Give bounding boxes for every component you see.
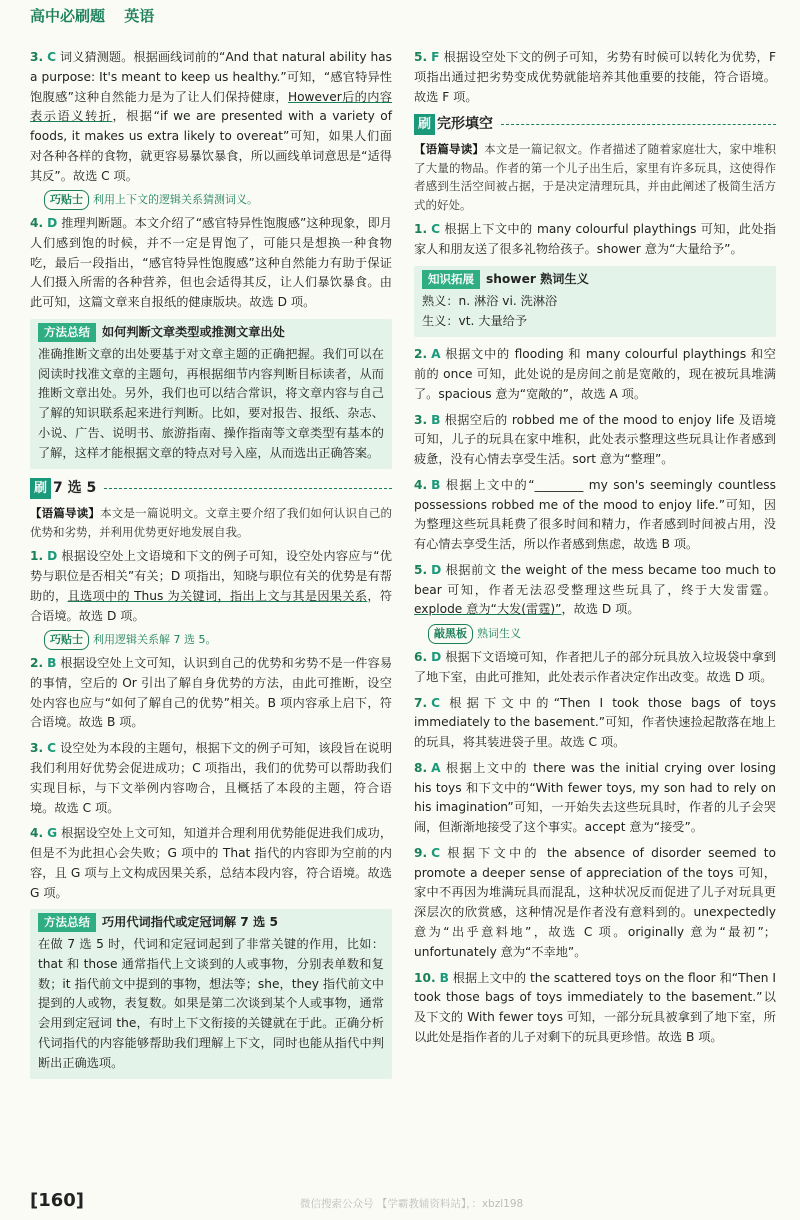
cloze-item-10 [414,969,776,1048]
item-number: 1. [30,549,44,564]
answer-letter: A [431,760,441,775]
guide-text: 本文是一篇记叙文。作者描述了随着家庭壮大，家中堆积了大量的物品。作者的第一个儿子出生后，家里有许多玩具，这使得作者感到生活空间被占据，于是决定清理玩具，并由此阐述了极简生活方式的好处。 [414,141,777,212]
explanation-text: 词义猜测题。根据画线词前的“And that natural ability has a purpose: It's meant to keep us healthy.”可知，“感官特异性饱腹感”这种自然能力是为了让人们保持健康， [30,50,392,104]
explanation-text: 根据空后的 robbed me of the mood to enjoy life 及语境可知，儿子的玩具在家中堆积，此处表示整理这些玩具让作者感到疲惫，没有心情去享受生活。sort 意为“整理”。 [414,412,776,467]
question-item-2 [30,654,392,733]
section-name: 7 选 5 [53,480,97,497]
passage-guide [414,140,776,215]
answer-letter: D [431,650,442,665]
answer-letter: B [439,970,449,985]
section-heading-7-choose-5 [30,477,392,500]
guide-label: 【语篇导读】 [30,506,101,521]
explanation-text: 根据设空处上文可知，认识到自己的优势和劣势不是一件容易的事情，空后的 Or 引出了解自身优势的方法，由此可推断，设空处内容也应与“如何了解自己的优势”相关。B 项内容承上启下，符合语境。故选 B 项。 [30,656,393,730]
box-tag: 方法总结 [38,913,96,932]
tip-text: 利用逻辑关系解 7 选 5。 [93,633,217,647]
answer-letter: C [431,222,441,237]
item-number: 1. [414,222,428,237]
tip-text: 利用上下文的逻辑关系猜测词义。 [93,193,258,207]
box-heading: 如何判断文章类型或推测文章出处 [102,325,285,339]
underlined-text: However后的内容表示语义转折 [30,89,392,124]
watermark-text: 微信搜索公众号 【学霸教辅资料站】，：xbzl198 [300,1198,524,1210]
left-column [30,48,392,1087]
explanation-text: ，符合语境。故选 D 项。 [30,588,393,623]
answer-letter: C [431,845,441,860]
explanation-text: 根据上文中的“________ my son's seemingly countless possessions robbed me of the mood to enjoy life.”可知，因为整理这些玩具耗费了很多时间和精力，作者感到时间被占用，没有心情去享受生活，所以作者感到焦虑，故选 B 项。 [414,477,777,552]
explanation-text: 根据下文中的“Then I took those bags of toys immediately to the basement.”可知，作者快速捡起散落在地上的玩具，将其装进袋子里。故选 C 项。 [414,695,777,750]
tip-note [428,624,776,644]
item-number: 4. [414,477,428,492]
cloze-item-6 [414,648,776,688]
explanation-text: 设空处为本段的主题句，根据下文的例子可知，该段旨在说明我们利用好优势会促进成功；C 项指出，我们的优势可以帮助我们实现目标，与下文举例内容吻合，且概括了本段的主题，符合语境。故选 C 项。 [30,741,393,815]
item-number: 4. [30,826,44,841]
section-name: 完形填空 [437,116,494,133]
item-number: 9. [414,845,428,860]
method-summary-box [30,319,392,469]
item-number: 5. [414,562,428,577]
explanation-text: 根据设空处上文可知，知道并合理利用优势能促进我们成功，但是不为此担心会失败；G 项中的 That 指代的内容即为空前的内容，且 G 项与上文构成因果关系，总结本段内容，符合语境。故选 G 项。 [30,826,393,900]
question-item-1 [30,547,392,626]
item-number: 8. [414,760,428,775]
explanation-text: 推理判断题。本文介绍了“感官特异性饱腹感”这种现象，即月人们感到饱的时候，并不一定是胃饱了，可能只是想换一种食物吃，最后一段指出，“感官特异性饱腹感”这种自然能力有助于保证人们摄入所需的各种营养，但也会适得其反，让人们暴饮暴食。由此可知，这篇文章来自报纸的健康版块。故选 D 项。 [30,216,393,310]
answer-letter: C [431,695,441,710]
item-number: 5. [414,50,428,64]
cloze-item-5 [414,561,776,620]
box-heading: 巧用代词指代或定冠词解 7 选 5 [102,915,278,930]
item-number: 3. [30,50,44,64]
box-text: 准确推断文章的出处要基于对文章主题的正确把握。我们可以在阅读时找准文章的主题句，再根据细节内容判断目标读者，从而推断文章出处。另外，我们也可以结合常识，将文章内容与自己了解的知识联系起来进行判断。比如，要对报告、报纸、杂志、小说、广告、说明书、旅游指南、操作指南等文章类型有基本的了解，这样才能根据文章的特点对号入座，从而选出正确答案。 [38,346,384,460]
explanation-text: 根据下文中的 the absence of disorder seemed to promote a deeper sense of appreciation of the toys 可知，家中不再因为堆满玩具而混乱，这种状况反而促进了儿子对玩具更深层次的欣赏感，这种情况是作者没有意料到的。unexpectedly 意为“出乎意料地”，故选 C 项。originally 意为“最初”；unfortunately 意为“不幸地”。 [414,845,776,959]
tip-note [44,190,392,210]
question-item-4 [30,824,392,903]
explanation-text: ，根据“if we are presented with a variety of foods, it makes us extra likely to overeat”可知，如果人们面对各种各样的食物，就更容易暴饮暴食，所以画线单词意思是“适得其反”。故选 C 项。 [30,109,392,183]
item-number: 2. [30,656,44,671]
underlined-text: 且选项中的 Thus 为关键词，指出上文与其是因果关系 [67,588,368,603]
section-flag: 刷 [414,114,435,135]
cloze-item-4 [414,476,776,555]
box-line: 熟义：n. 淋浴 vi. 洗淋浴 [422,293,558,308]
answer-letter: B [47,656,57,671]
tip-badge: 敲黑板 [428,624,473,644]
method-summary-box [30,909,392,1079]
explanation-text: ，故选 D 项。 [561,602,640,617]
explanation-text: 根据下文语境可知，作者把儿子的部分玩具放入垃圾袋中拿到了地下室，由此可推知，此处表示作者决定作出改变。故选 D 项。 [414,650,777,684]
cloze-item-8 [414,759,776,838]
item-number: 2. [414,347,428,362]
answer-letter: A [431,347,441,362]
answer-letter: F [431,50,440,64]
explanation-text: 根据上文中的 there was the initial crying over losing his toys 和下文中的“With fewer toys, my son had to rely on his imagination”可知，一开始失去这些玩具时，作者的儿子会哭闹，但渐渐地接受了这个事实。accept 意为“接受”。 [414,760,776,835]
answer-letter: G [47,826,58,841]
guide-text: 本文是一篇说明文。文章主要介绍了我们如何认识自己的优势和劣势，并利用优势更好地发展自我。 [30,506,393,539]
answer-letter: B [431,477,441,492]
explanation-text: 根据前文 the weight of the mess became too much to bear 可知，作者无法忍受整理这些玩具了，终于大发雷霆。 [414,562,777,597]
item-number: 3. [30,741,44,756]
subject-label: 英语 [124,7,155,25]
right-column [414,48,776,1054]
explanation-text: 根据设空处下文的例子可知，劣势有时候可以转化为优势，F 项指出通过把劣势变成优势就能培养其他重要的技能，符合语境。故选 F 项。 [414,50,776,104]
question-item-3 [30,739,392,818]
answer-letter: D [47,216,58,231]
answer-letter: D [47,549,58,564]
underlined-text: explode 意为“大发(雷霆)” [414,602,562,617]
item-number: 4. [30,216,44,231]
guide-label: 【语篇导读】 [414,141,485,156]
question-item-5 [414,48,776,107]
running-header [30,4,168,28]
tip-badge: 巧贴士 [44,630,89,650]
answer-item-3 [30,48,392,186]
page-number: [160] [30,1190,85,1211]
explanation-text: 根据上下文中的 many colourful playthings 可知，此处指家人和朋友送了很多礼物给孩子。shower 意为“大量给予”。 [414,222,776,257]
cloze-item-7 [414,694,776,753]
box-text: 在做 7 选 5 时，代词和定冠词起到了非常关键的作用，比如：that 和 those 通常指代上文谈到的人或事物，分别表单数和复数；it 指代前文中提到的事物，想法等；she，they 指代前文中提到的人或物，表复数。如果是第二次谈到某个人或事物，通常会用到定冠词 the，有时上下文衔接的关键就在于此。正确分析代词指代的内容能够帮助我们理解上下文，同时也能从指代中判断出正确选项。 [38,937,384,1070]
explanation-text: 根据设空处上文语境和下文的例子可知，设空处内容应与“优势与职位是否相关”有关；D 项指出，知晓与职位有关的优势是有帮助的， [30,549,392,603]
explanation-text: 根据文中的 flooding 和 many colourful playthings 和空前的 once 可知，此处说的是房间之前是宽敞的，现在被玩具堆满了。spacious 意为“宽敞的”，故选 A 项。 [414,347,776,401]
item-number: 7. [414,695,428,710]
cloze-item-9 [414,844,776,963]
cloze-item-2 [414,345,776,404]
explanation-text: 根据上文中的 the scattered toys on the floor 和“Then I took those bags of toys immediately to the basement.”以及下文的 With fewer toys 可知，一部分玩具被拿到了地下室，所以此处是指作者的儿子对剩下的玩具更珍惜。故选 B 项。 [414,970,776,1044]
item-number: 6. [414,650,428,665]
tip-text: 熟词生义 [477,627,521,641]
box-line: 生义：vt. 大量给予 [422,313,528,328]
cloze-item-1 [414,220,776,260]
section-heading-cloze [414,113,776,136]
tip-note [44,630,392,650]
item-number: 10. [414,970,436,985]
passage-guide [30,504,392,541]
box-heading: shower 熟词生义 [486,272,589,286]
section-flag: 刷 [30,478,51,499]
knowledge-box [414,266,776,337]
box-tag: 方法总结 [38,323,96,342]
book-title: 高中必刷题 [30,7,106,25]
answer-letter: C [47,741,57,756]
cloze-item-3 [414,411,776,470]
item-number: 3. [414,412,428,427]
answer-item-4 [30,214,392,313]
answer-letter: C [47,50,57,64]
answer-letter: B [431,412,441,427]
tip-badge: 巧贴士 [44,190,89,210]
box-tag: 知识拓展 [422,270,480,289]
answer-letter: D [431,562,442,577]
